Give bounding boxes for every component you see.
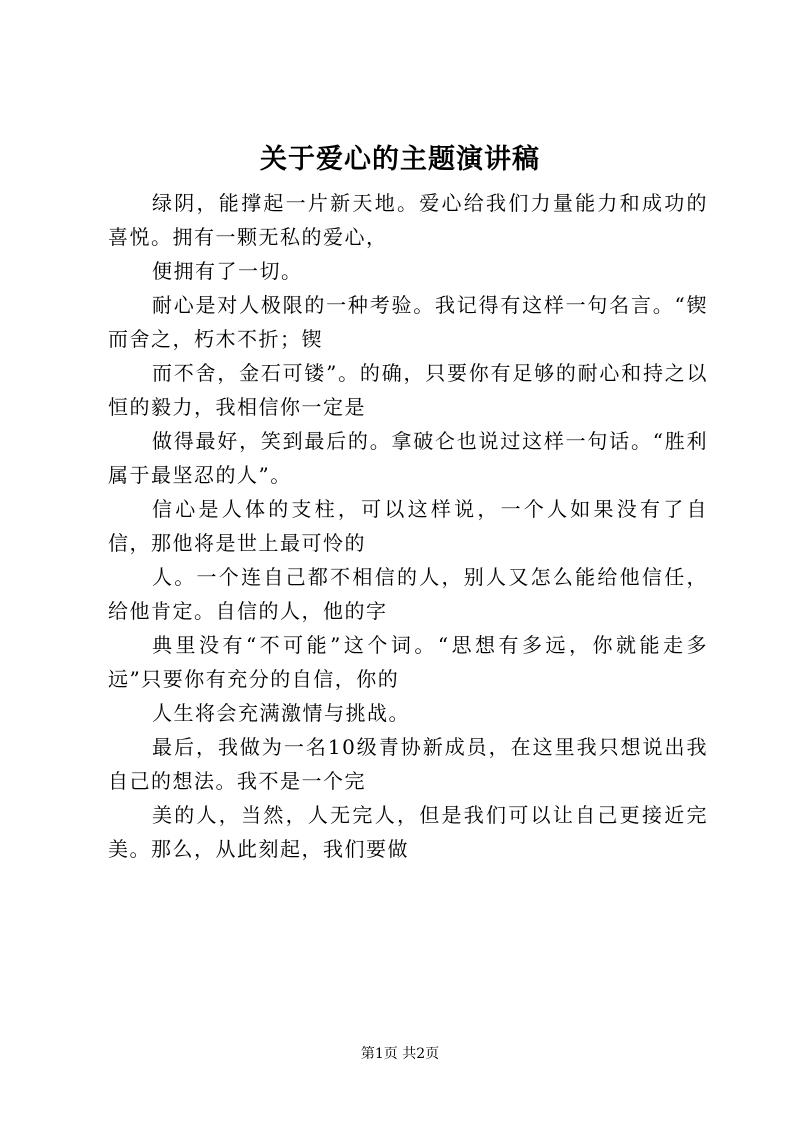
paragraph: 绿阴，能撑起一片新天地。爱心给我们力量能力和成功的喜悦。拥有一颗无私的爱心， bbox=[108, 191, 708, 249]
paragraph: 而不舍，金石可镂”。的确，只要你有足够的耐心和持之以恒的毅力，我相信你一定是 bbox=[108, 361, 708, 419]
paragraph: 美的人，当然，人无完人，但是我们可以让自己更接近完美。那么，从此刻起，我们要做 bbox=[108, 803, 708, 861]
paragraph: 人生将会充满激情与挑战。 bbox=[152, 701, 410, 725]
document-title: 关于爱心的主题演讲稿 bbox=[260, 144, 540, 175]
document-body bbox=[108, 186, 708, 866]
paragraph: 耐心是对人极限的一种考验。我记得有这样一句名言。“锲而舍之，朽木不折；锲 bbox=[108, 293, 708, 351]
paragraph: 典里没有“不可能”这个词。“思想有多远，你就能走多远”只要你有充分的自信，你的 bbox=[108, 633, 708, 691]
paragraph: 信心是人体的支柱，可以这样说，一个人如果没有了自信，那他将是世上最可怜的 bbox=[108, 497, 708, 555]
paragraph: 便拥有了一切。 bbox=[152, 259, 303, 283]
paragraph: 最后，我做为一名10级青协新成员，在这里我只想说出我自己的想法。我不是一个完 bbox=[108, 735, 708, 793]
paragraph: 做得最好，笑到最后的。拿破仑也说过这样一句话。“胜利属于最坚忍的人”。 bbox=[108, 429, 708, 487]
paragraph: 人。一个连自己都不相信的人，别人又怎么能给他信任，给他肯定。自信的人，他的字 bbox=[108, 565, 708, 623]
page-number-footer: 第1页 共2页 bbox=[360, 1046, 440, 1062]
